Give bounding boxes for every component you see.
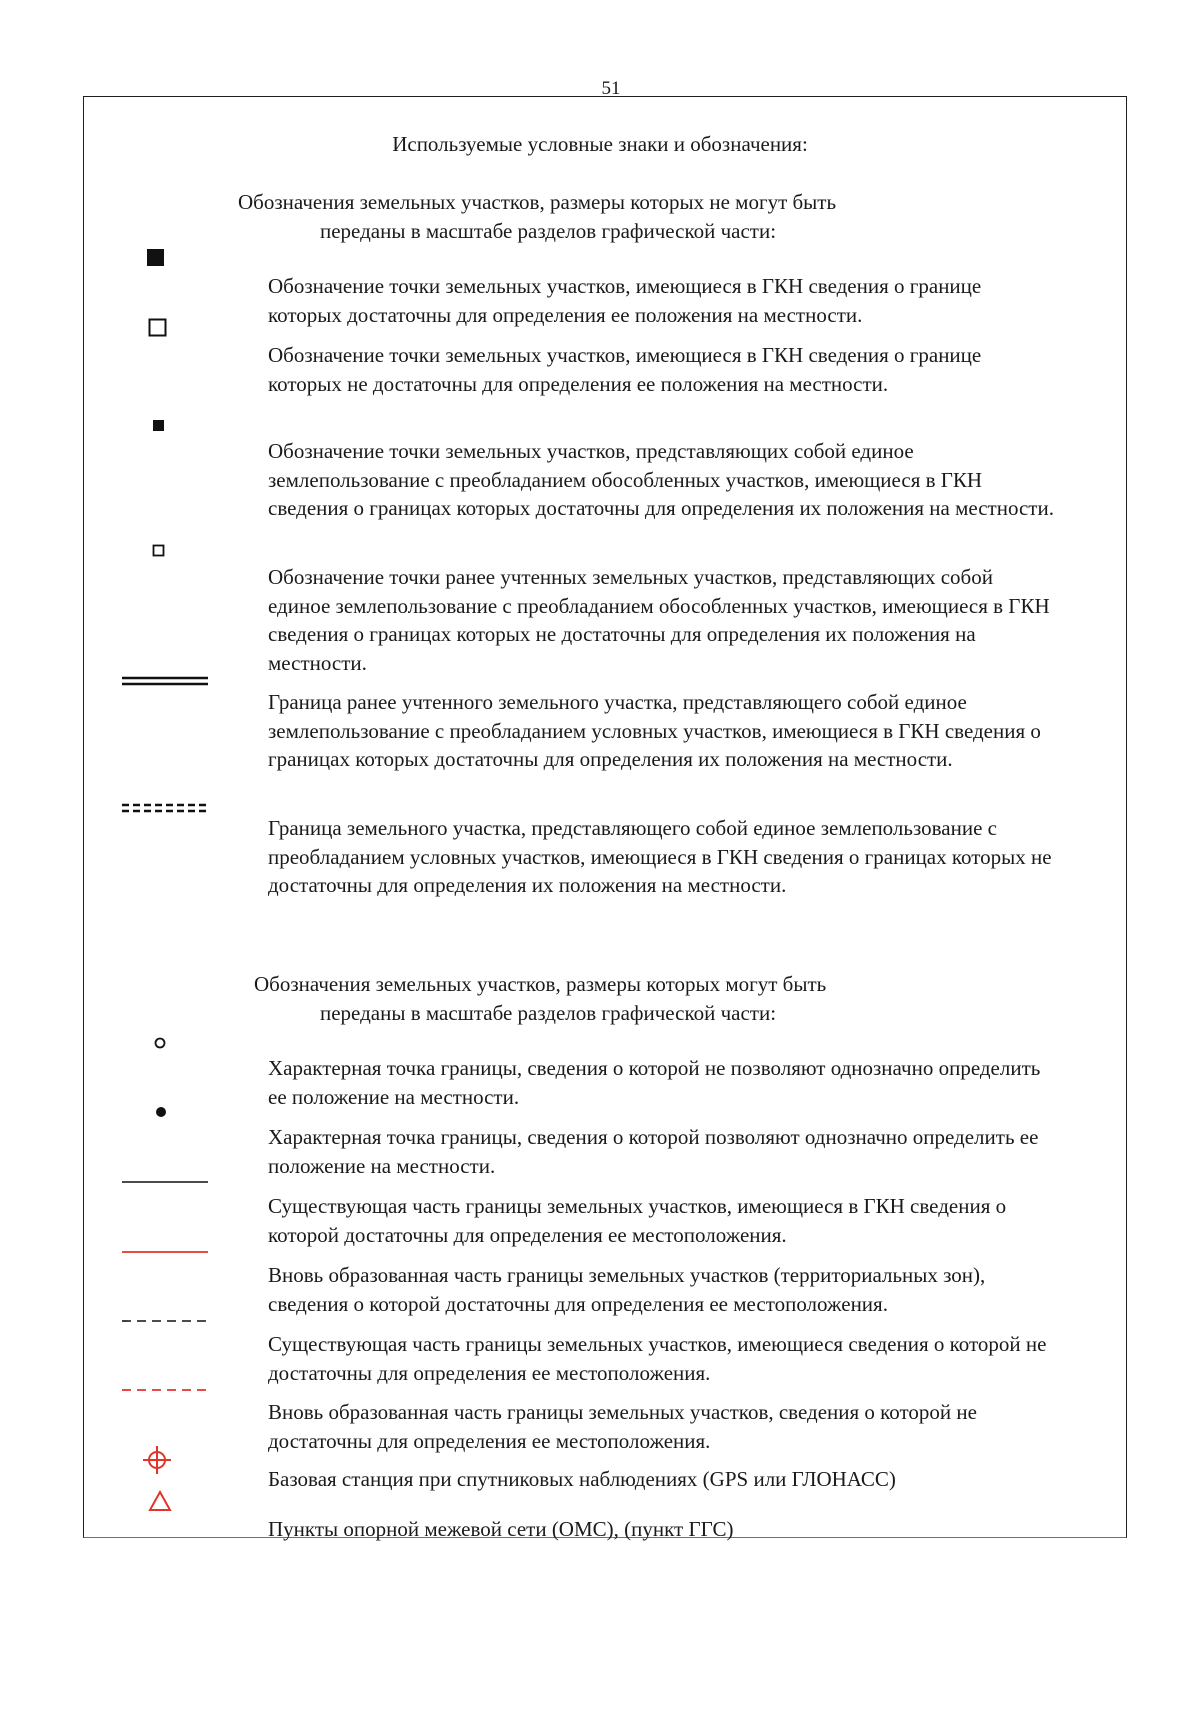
hollow-square-small-icon	[152, 544, 166, 558]
red-crosshair-circle-icon	[141, 1444, 173, 1476]
hollow-square-large-icon	[148, 318, 168, 338]
section2-heading	[254, 970, 826, 1028]
double-dashed-line-icon	[120, 802, 210, 814]
section2-heading-line1: Обозначения земельных участков, размеры которых могут быть	[254, 972, 827, 996]
legend-item-11-text: Существующая часть границы земельных участков, имеющиеся сведения о которой не достаточны для определения ее местоположения.	[268, 1332, 1047, 1385]
legend-item-2-text: Обозначение точки земельных участков, имеющиеся в ГКН сведения о границе которых не достаточны для определения ее положения на местности.	[268, 343, 982, 396]
legend-title: Используемые условные знаки и обозначения:	[392, 132, 808, 156]
legend-item-4-text: Обозначение точки ранее учтенных земельных участков, представляющих собой единое землепользование с преобладанием обособленных участков, имеющиеся в ГКН сведения о границах которых не достаточны для определения их положения на местности.	[268, 565, 1050, 675]
black-dashed-line-icon	[120, 1317, 210, 1325]
legend-item-7-text: Характерная точка границы, сведения о которой не позволяют однозначно определить ее положение на местности.	[268, 1056, 1041, 1109]
red-triangle-icon	[148, 1490, 172, 1512]
legend-item-6-text: Граница земельного участка, представляющего собой единое землепользование с преобладанием условных участков, имеющиеся в ГКН сведения о границах которых не достаточны для определения их положения на местности.	[268, 816, 1052, 897]
hollow-circle-icon	[153, 1036, 167, 1050]
red-dashed-line-icon	[120, 1386, 210, 1394]
section2-heading-line2: переданы в масштабе разделов графической части:	[320, 1001, 777, 1025]
page-number: 51	[601, 78, 621, 99]
legend-item-3-text: Обозначение точки земельных участков, представляющих собой единое землепользование с преобладанием обособленных участков, имеющиеся в ГКН сведения о границах которых достаточны для определения их положения на местности.	[268, 439, 1054, 520]
legend-item-14-text: Пункты опорной межевой сети (ОМС), (пункт ГГС)	[268, 1517, 734, 1541]
legend-item-8-text: Характерная точка границы, сведения о которой позволяют однозначно определить ее положение на местности.	[268, 1125, 1039, 1178]
filled-circle-icon	[154, 1105, 168, 1119]
section1-heading	[238, 188, 836, 246]
double-solid-line-icon	[120, 675, 210, 687]
section1-heading-line1: Обозначения земельных участков, размеры которых не могут быть	[238, 190, 837, 214]
filled-square-large-icon	[146, 248, 166, 268]
legend-item-13-text: Базовая станция при спутниковых наблюдениях (GPS или ГЛОНАСС)	[268, 1467, 896, 1491]
black-solid-line-icon	[120, 1178, 210, 1186]
legend-item-9-text: Существующая часть границы земельных участков, имеющиеся в ГКН сведения о которой достаточны для определения ее местоположения.	[268, 1194, 1007, 1247]
legend-item-12-text: Вновь образованная часть границы земельных участков, сведения о которой не достаточны для определения ее местоположения.	[268, 1400, 977, 1453]
legend-item-1-text: Обозначение точки земельных участков, имеющиеся в ГКН сведения о границе которых достаточны для определения ее положения на местности.	[268, 274, 982, 327]
legend-item-10-text: Вновь образованная часть границы земельных участков (территориальных зон), сведения о которой достаточны для определения ее местоположения.	[268, 1263, 986, 1316]
legend-item-5-text: Граница ранее учтенного земельного участка, представляющего собой единое землепользование с преобладанием условных участков, имеющиеся в ГКН сведения о границах которых достаточны для определения их положения на местности.	[268, 690, 1041, 771]
red-solid-line-icon	[120, 1248, 210, 1256]
section1-heading-line2: переданы в масштабе разделов графической части:	[320, 219, 777, 243]
filled-square-small-icon	[152, 419, 166, 433]
